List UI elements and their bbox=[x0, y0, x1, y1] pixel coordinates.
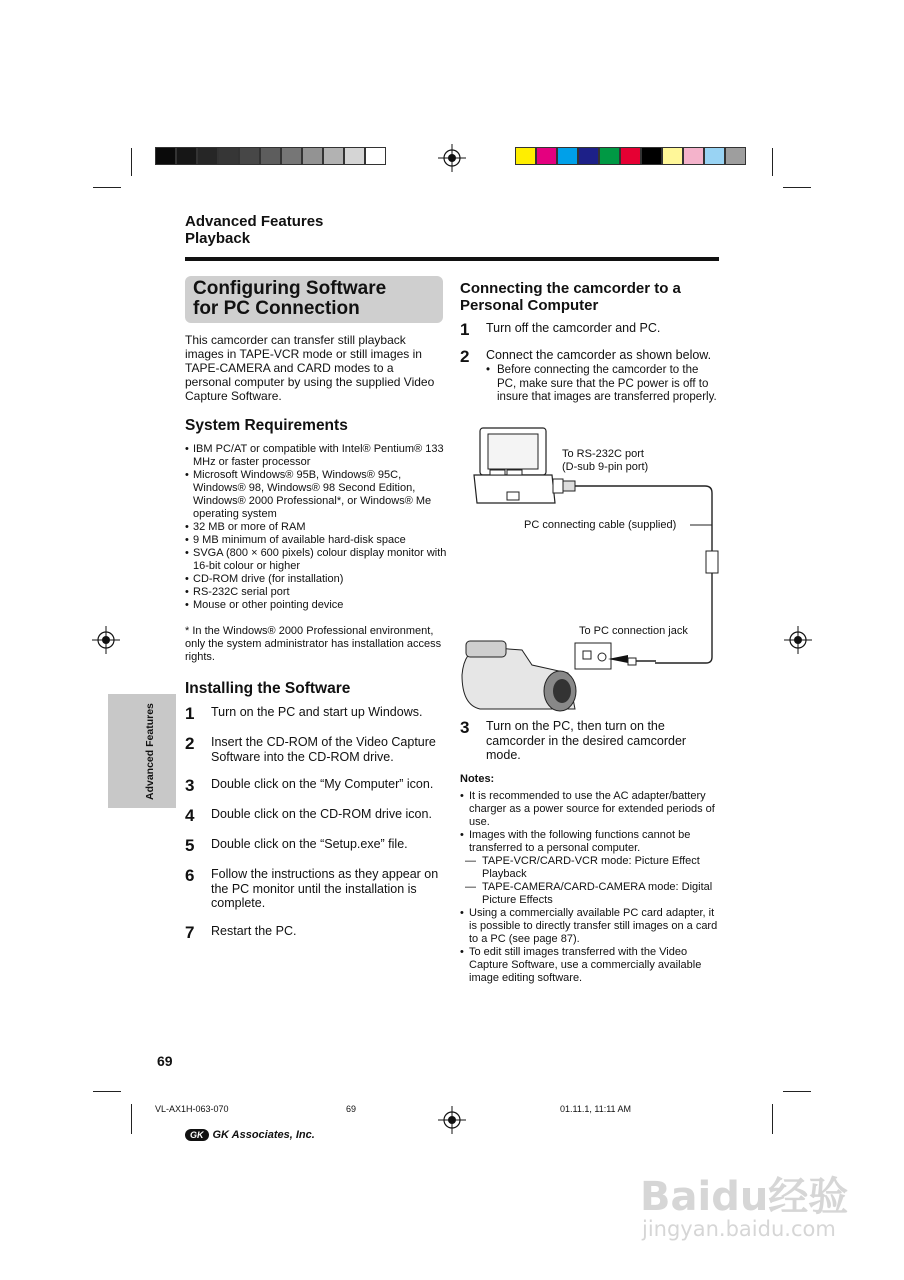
crop-mark bbox=[131, 148, 132, 176]
color-swatch bbox=[344, 147, 365, 165]
step-text: Restart the PC. bbox=[211, 923, 297, 938]
list-item: • IBM PC/AT or compatible with Intel® Pentium® 133 MHz or faster processor bbox=[185, 443, 447, 469]
crop-mark bbox=[772, 1104, 773, 1134]
footnote: * In the Windows® 2000 Professional environment, only the system administrator has installation access rights. bbox=[185, 625, 442, 663]
port-label bbox=[562, 448, 648, 474]
crop-mark bbox=[772, 148, 773, 176]
color-swatch bbox=[260, 147, 281, 165]
list-item: • Images with the following functions cannot be transferred to a personal computer. bbox=[460, 829, 722, 855]
crop-mark bbox=[93, 187, 121, 188]
step-number: 2 bbox=[460, 347, 470, 366]
step-item bbox=[460, 719, 722, 763]
step-text: Turn on the PC and start up Windows. bbox=[211, 705, 423, 719]
install-steps bbox=[185, 705, 447, 941]
step-text: Turn on the PC, then turn on the camcorder in the desired camcorder mode. bbox=[486, 719, 687, 762]
footer-page: 69 bbox=[346, 1104, 357, 1114]
cable-label: PC connecting cable (supplied) bbox=[524, 519, 677, 531]
color-swatch bbox=[155, 147, 176, 165]
list-item: • RS-232C serial port bbox=[185, 586, 447, 599]
intro-line: TAPE-CAMERA and CARD modes to a bbox=[185, 361, 394, 375]
footer-date: 01.11.1, 11:11 AM bbox=[560, 1104, 632, 1114]
color-swatch bbox=[704, 147, 725, 165]
mini-plug-icon bbox=[628, 658, 636, 665]
list-item: — TAPE-VCR/CARD-VCR mode: Picture Effect Playback bbox=[460, 855, 722, 881]
color-swatch bbox=[620, 147, 641, 165]
step-text: Follow the instructions as they appear on the PC monitor until the installation is complete. bbox=[211, 867, 439, 910]
step-number: 1 bbox=[460, 320, 470, 339]
watermark-brand: Baidu经验 bbox=[640, 1174, 849, 1220]
connecting-heading-line2: Personal Computer bbox=[460, 297, 599, 314]
gray-swatch-bar bbox=[155, 147, 386, 165]
color-swatch bbox=[176, 147, 197, 165]
step-text: Turn off the camcorder and PC. bbox=[486, 321, 661, 335]
list-item: • 32 MB or more of RAM bbox=[185, 521, 447, 534]
color-swatch bbox=[536, 147, 557, 165]
list-item: • Using a commercially available PC card adapter, it is possible to directly transfer still images on a card to a PC (see page 87). bbox=[460, 907, 722, 946]
company-name: GK Associates, Inc. bbox=[212, 1129, 315, 1141]
color-swatch bbox=[239, 147, 260, 165]
header-line2: Playback bbox=[185, 230, 251, 247]
connecting-heading bbox=[460, 280, 681, 314]
step-item bbox=[185, 735, 447, 764]
intro-line: personal computer by using the supplied Video bbox=[185, 375, 435, 389]
registration-target-icon bbox=[438, 1106, 466, 1134]
registration-target-icon bbox=[784, 626, 812, 654]
notes-heading: Notes: bbox=[460, 773, 495, 785]
step2-bullet: • Before connecting the camcorder to the PC, make sure that the PC power is off to insure that images are transferred properly. bbox=[486, 364, 717, 403]
crop-mark bbox=[783, 1091, 811, 1092]
list-item: — TAPE-CAMERA/CARD-CAMERA mode: Digital Picture Effects bbox=[460, 881, 722, 907]
port-label-line2: (D-sub 9-pin port) bbox=[562, 461, 649, 473]
color-swatch bbox=[365, 147, 386, 165]
port-label-line1: To RS-232C port bbox=[562, 448, 644, 460]
connecting-heading-line1: Connecting the camcorder to a bbox=[460, 280, 681, 297]
title-line2: for PC Connection bbox=[193, 298, 360, 319]
ferrite-core bbox=[706, 551, 718, 573]
gk-logo-icon: GK bbox=[185, 1129, 209, 1141]
list-item: • CD-ROM drive (for installation) bbox=[185, 573, 447, 586]
step-number: 1 bbox=[185, 704, 195, 723]
step-number: 3 bbox=[460, 718, 470, 737]
header-rule bbox=[185, 257, 719, 261]
list-item: • It is recommended to use the AC adapter/battery charger as a power source for extended periods of use. bbox=[460, 790, 722, 829]
step-item bbox=[460, 321, 722, 338]
step2-bullet-text: Before connecting the camcorder to the PC, make sure that the PC power is off to insure that images are transferred properly. bbox=[497, 364, 717, 403]
step-text: Double click on the CD-ROM drive icon. bbox=[211, 807, 432, 821]
jack-label: To PC connection jack bbox=[579, 625, 688, 637]
intro-line: This camcorder can transfer still playback bbox=[185, 333, 406, 347]
watermark-url: jingyan.baidu.com bbox=[642, 1217, 836, 1241]
step-item bbox=[185, 777, 447, 794]
installing-heading: Installing the Software bbox=[185, 680, 351, 697]
step-number: 3 bbox=[185, 776, 195, 795]
notes-list bbox=[460, 790, 722, 985]
step-item bbox=[185, 867, 447, 911]
step-item bbox=[460, 348, 722, 365]
step-item bbox=[185, 924, 447, 941]
step-text: Insert the CD-ROM of the Video Capture Software into the CD-ROM drive. bbox=[211, 735, 436, 764]
color-swatch bbox=[683, 147, 704, 165]
color-swatch bbox=[323, 147, 344, 165]
step-text: Connect the camcorder as shown below. bbox=[486, 348, 712, 362]
footer-company bbox=[185, 1129, 315, 1141]
step-number: 4 bbox=[185, 806, 195, 825]
list-item: • SVGA (800 × 600 pixels) colour display monitor with 16-bit colour or higher bbox=[185, 547, 447, 573]
list-item: • To edit still images transferred with the Video Capture Software, use a commercially available image editing software. bbox=[460, 946, 722, 985]
list-item: • Mouse or other pointing device bbox=[185, 599, 447, 612]
list-item: • Microsoft Windows® 95B, Windows® 95C, Windows® 98, Windows® 98 Second Edition, Windows® 2000 Professional*, or Windows® Me operating system bbox=[185, 469, 447, 521]
side-tab-label: Advanced Features bbox=[144, 703, 156, 800]
color-swatch bbox=[725, 147, 746, 165]
color-swatch bbox=[557, 147, 578, 165]
step-item bbox=[185, 705, 447, 722]
step-number: 7 bbox=[185, 922, 195, 942]
side-tab bbox=[108, 694, 176, 808]
system-requirements-list bbox=[185, 443, 447, 612]
page-title bbox=[193, 279, 386, 319]
step-text: Double click on the “Setup.exe” file. bbox=[211, 837, 408, 851]
camcorder-icon bbox=[462, 641, 611, 711]
section-header bbox=[185, 213, 323, 247]
system-requirements-heading: System Requirements bbox=[185, 417, 348, 434]
registration-target-icon bbox=[92, 626, 120, 654]
color-swatch bbox=[197, 147, 218, 165]
registration-target-icon bbox=[438, 144, 466, 172]
color-swatch bbox=[641, 147, 662, 165]
crop-mark bbox=[93, 1091, 121, 1092]
color-swatch bbox=[662, 147, 683, 165]
intro-line: Capture Software. bbox=[185, 389, 282, 403]
color-swatch bbox=[218, 147, 239, 165]
color-swatch bbox=[599, 147, 620, 165]
crop-mark bbox=[131, 1104, 132, 1134]
step-number: 2 bbox=[185, 734, 195, 753]
color-swatch bbox=[515, 147, 536, 165]
color-swatch-bar bbox=[515, 147, 746, 165]
title-line1: Configuring Software bbox=[193, 278, 387, 299]
laptop-icon bbox=[474, 428, 555, 503]
step-item bbox=[185, 807, 447, 824]
color-swatch bbox=[302, 147, 323, 165]
intro-paragraph bbox=[185, 333, 447, 403]
step-text: Double click on the “My Computer” icon. bbox=[211, 777, 434, 791]
step-number: 6 bbox=[185, 866, 195, 885]
header-line1: Advanced Features bbox=[185, 213, 324, 230]
footer-code: VL-AX1H-063-070 bbox=[155, 1104, 229, 1114]
dsub-connector-icon bbox=[553, 479, 575, 493]
page-number: 69 bbox=[157, 1053, 173, 1069]
list-item: • 9 MB minimum of available hard-disk space bbox=[185, 534, 447, 547]
color-swatch bbox=[281, 147, 302, 165]
intro-line: images in TAPE-VCR mode or still images in bbox=[185, 347, 422, 361]
step-number: 5 bbox=[185, 836, 195, 855]
step-item bbox=[185, 837, 447, 854]
crop-mark bbox=[783, 187, 811, 188]
color-swatch bbox=[578, 147, 599, 165]
